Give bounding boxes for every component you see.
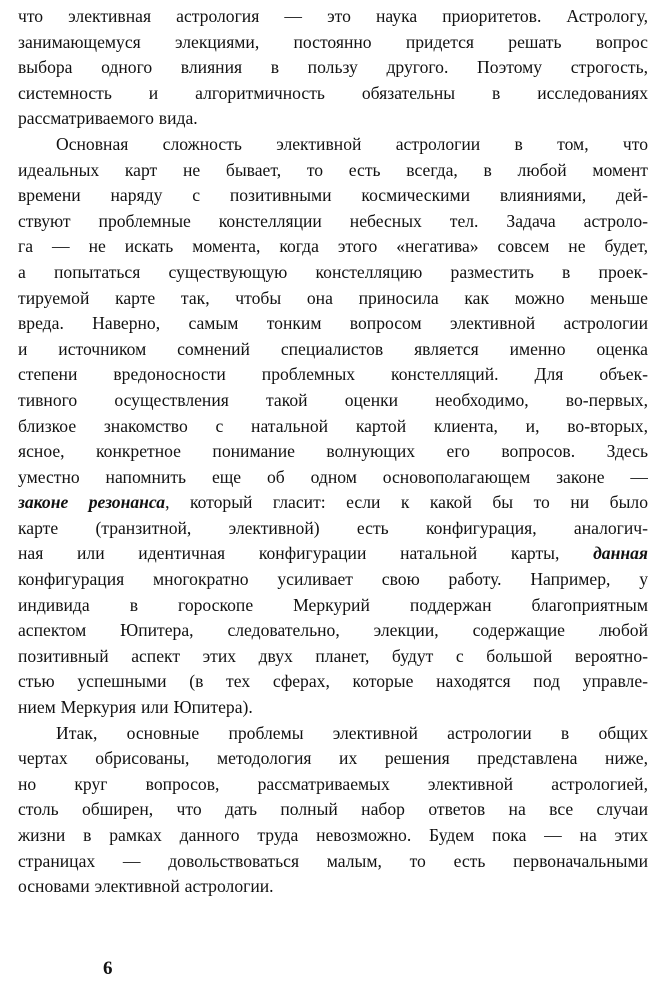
- text-line: тируемой карте так, чтобы она приносила как можно меньше: [18, 287, 648, 308]
- paragraph-3: [18, 721, 648, 900]
- text-line: Итак, основные проблемы элективной астрологии в общих: [56, 722, 648, 743]
- emphasized-term-resonance-law: законе резонанса: [18, 492, 166, 513]
- paragraph-2: [18, 132, 648, 721]
- text-line: уместно напомнить еще об одном основополагающем законе —: [18, 466, 648, 487]
- text-line: системность и алгоритмичность обязательны в исследованиях: [18, 82, 648, 103]
- text-line: жизни в рамках данного труда невозможно. Будем пока — на этих: [18, 825, 648, 845]
- text-line: аспектом Юпитера, следовательно, элекции, содержащие любой: [18, 620, 648, 641]
- text-line: страницах — довольствоваться малым, то есть первоначальными: [18, 850, 648, 871]
- text-line: конфигурация многократно усиливает свою работу. Например, у: [18, 569, 648, 590]
- text-line: рассматриваемого вида.: [18, 108, 198, 129]
- text-line: чертах обрисованы, методология их решения представлена ниже,: [18, 748, 648, 769]
- text-line: [18, 541, 648, 567]
- text-line: идеальных карт не бывает, то есть всегда, в любой момент: [18, 159, 648, 180]
- text-line: Основная сложность элективной астрологии в том, что: [56, 133, 648, 154]
- page-number: 6: [103, 958, 113, 979]
- text-line: ясное, конкретное понимание волнующих его вопросов. Здесь: [18, 441, 648, 462]
- text-line: карте (транзитной, элективной) есть конфигурация, аналогич-: [18, 517, 648, 538]
- text-line: [18, 490, 648, 516]
- emphasized-term-given: данная: [593, 543, 648, 564]
- paragraph-1: [18, 4, 648, 132]
- text-line: степени вредоносности проблемных констелляций. Для объек-: [18, 364, 648, 385]
- text-line: близкое знакомство с натальной картой клиента, и, во-вторых,: [18, 415, 648, 436]
- text-line: га — не искать момента, когда этого «негатива» совсем не будет,: [18, 236, 648, 257]
- text-line: нием Меркурия или Юпитера).: [18, 697, 253, 718]
- text-line: стью успешными (в тех сферах, которые находятся под управле-: [18, 671, 648, 692]
- text-line: и источником сомнений специалистов является именно оценка: [18, 338, 648, 359]
- text-line: позитивный аспект этих двух планет, будут с большой вероятно-: [18, 645, 648, 666]
- page-body: [18, 4, 648, 900]
- text-line: а попытаться существующую констелляцию разместить в проек-: [18, 261, 648, 282]
- text-line: столь обширен, что дать полный набор ответов на все случаи: [18, 799, 648, 820]
- text-line: что элективная астрология — это наука приоритетов. Астрологу,: [18, 6, 648, 26]
- text-fragment: ная или идентичная конфигурации натальной карты,: [18, 543, 560, 564]
- text-line: времени наряду с позитивными космическими влияниями, дей-: [18, 185, 648, 206]
- text-fragment: , который гласит: если к какой бы то ни было: [165, 492, 648, 513]
- text-line: тивного осуществления такой оценки необходимо, во-первых,: [18, 389, 648, 410]
- text-line: ствуют проблемные констелляции небесных тел. Задача астроло-: [18, 210, 648, 231]
- text-line: индивида в гороскопе Меркурий поддержан благоприятным: [18, 594, 648, 615]
- text-line: основами элективной астрологии.: [18, 876, 274, 897]
- text-line: занимающемуся элекциями, постоянно придется решать вопрос: [18, 31, 648, 52]
- text-line: вреда. Наверно, самым тонким вопросом элективной астрологии: [18, 313, 648, 334]
- text-line: выбора одного влияния в пользу другого. Поэтому строгость,: [18, 57, 648, 78]
- text-line: но круг вопросов, рассматриваемых элективной астрологией,: [18, 773, 648, 794]
